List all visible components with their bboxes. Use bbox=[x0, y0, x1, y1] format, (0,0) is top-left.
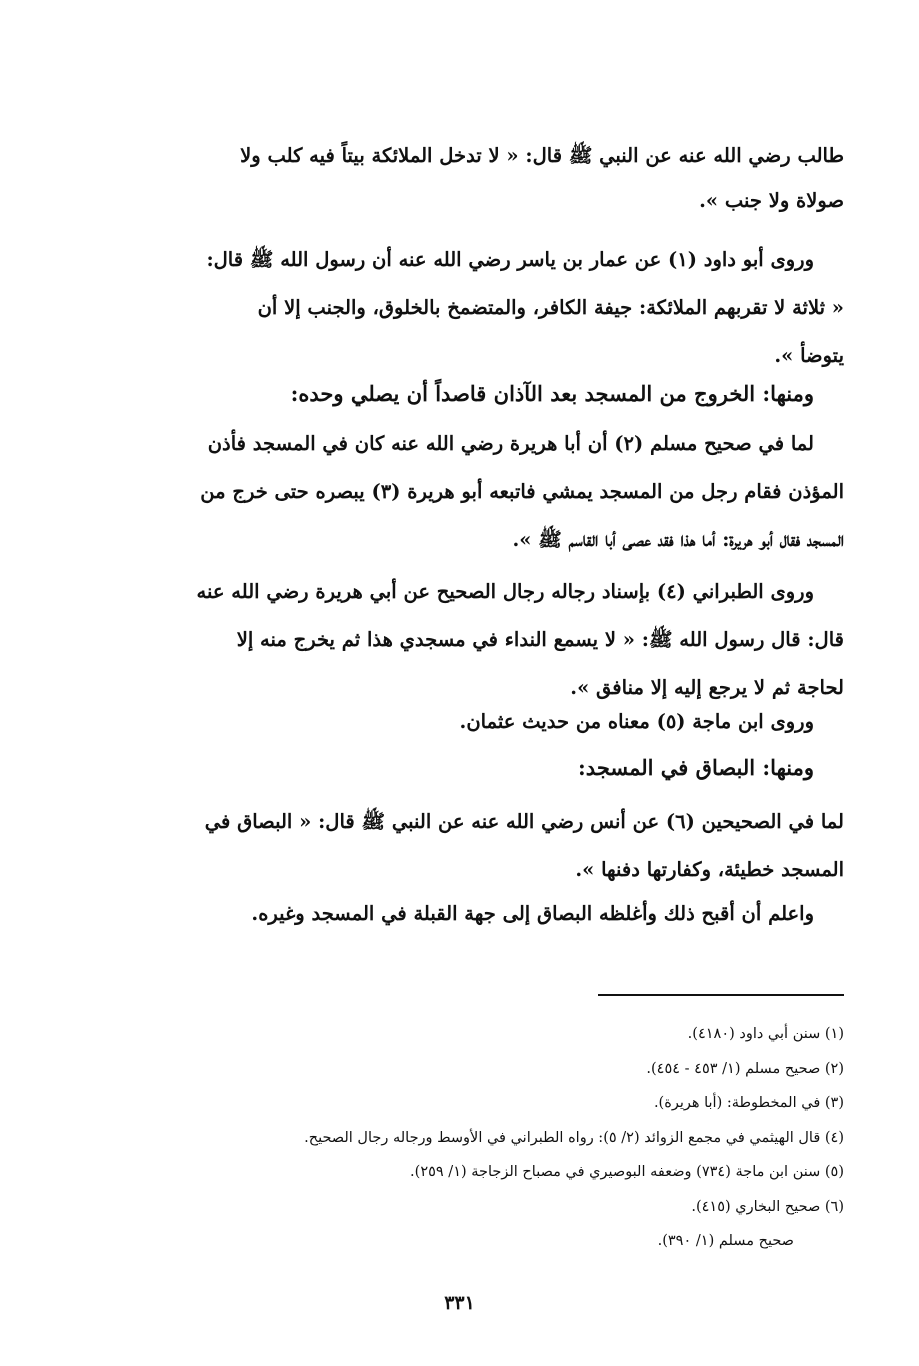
heading-text: ومنها: الخروج من المسجد بعد الآذان قاصداً أن يصلي وحده: bbox=[290, 381, 814, 406]
text-line: لحاجة ثم لا يرجع إليه إلا منافق ». bbox=[570, 676, 844, 699]
text-line: صولاة ولا جنب ». bbox=[699, 189, 844, 212]
paragraph-4 bbox=[136, 568, 844, 712]
section-heading-2 bbox=[136, 744, 844, 792]
text-line: قال: قال رسول الله ﷺ: « لا يسمع النداء في مسجدي هذا ثم يخرج منه إلا bbox=[236, 628, 844, 651]
footnote-6-continuation: صحيح مسلم (١/ ٣٩٠). bbox=[657, 1233, 794, 1249]
text-line: لما في صحيح مسلم (٢) أن أبا هريرة رضي الله عنه كان في المسجد فأذن bbox=[207, 432, 814, 455]
text-line: المسجد فقال أبو هريرة: أما هذا فقد عصى أبا القاسم ﷺ ». bbox=[512, 528, 844, 551]
heading-text: ومنها: البصاق في المسجد: bbox=[578, 755, 814, 780]
footnote-separator bbox=[598, 994, 844, 996]
text-line: واعلم أن أقبح ذلك وأغلظه البصاق إلى جهة القبلة في المسجد وغيره. bbox=[251, 902, 814, 925]
paragraph-5 bbox=[136, 698, 844, 746]
text-line: وروى الطبراني (٤) بإسناد رجاله رجال الصحيح عن أبي هريرة رضي الله عنه bbox=[196, 580, 814, 603]
section-heading-1 bbox=[136, 370, 844, 418]
paragraph-3 bbox=[136, 420, 844, 564]
footnote-2: (٢) صحيح مسلم (١/ ٤٥٣ - ٤٥٤). bbox=[646, 1060, 844, 1077]
footnote-3: (٣) في المخطوطة: (أبا هريرة). bbox=[653, 1095, 844, 1111]
paragraph-2 bbox=[136, 236, 844, 380]
text-line: طالب رضي الله عنه عن النبي ﷺ قال: « لا تدخل الملائكة بيتاً فيه كلب ولا bbox=[240, 144, 844, 167]
text-line: يتوضأ ». bbox=[774, 344, 844, 367]
text-line: لما في الصحيحين (٦) عن أنس رضي الله عنه عن النبي ﷺ قال: « البصاق في bbox=[204, 810, 844, 833]
text-line: وروى ابن ماجة (٥) معناه من حديث عثمان. bbox=[459, 710, 814, 733]
text-line: « ثلاثة لا تقربهم الملائكة: جيفة الكافر، والمتضمخ بالخلوق، والجنب إلا أن bbox=[257, 296, 844, 319]
footnote-6: (٦) صحيح البخاري (٤١٥). bbox=[691, 1198, 844, 1215]
text-line: المؤذن فقام رجل من المسجد يمشي فاتبعه أبو هريرة (٣) يبصره حتى خرج من bbox=[200, 480, 844, 503]
paragraph-7 bbox=[136, 890, 844, 938]
footnotes bbox=[160, 1017, 844, 1259]
text-line: المسجد خطيئة، وكفارتها دفنها ». bbox=[575, 858, 844, 881]
page-number: ٣٣١ bbox=[444, 1292, 475, 1314]
paragraph-1 bbox=[136, 132, 844, 225]
text-line: وروى أبو داود (١) عن عمار بن ياسر رضي الله عنه أن رسول الله ﷺ قال: bbox=[206, 248, 814, 271]
footnote-4: (٤) قال الهيثمي في مجمع الزوائد (٢/ ٥): رواه الطبراني في الأوسط ورجاله رجال الصحيح. bbox=[304, 1129, 844, 1146]
footnote-1: (١) سنن أبي داود (٤١٨٠). bbox=[687, 1026, 844, 1042]
footnote-5: (٥) سنن ابن ماجة (٧٣٤) وضعفه البوصيري في مصباح الزجاجة (١/ ٢٥٩). bbox=[410, 1164, 844, 1180]
paragraph-6 bbox=[136, 798, 844, 894]
